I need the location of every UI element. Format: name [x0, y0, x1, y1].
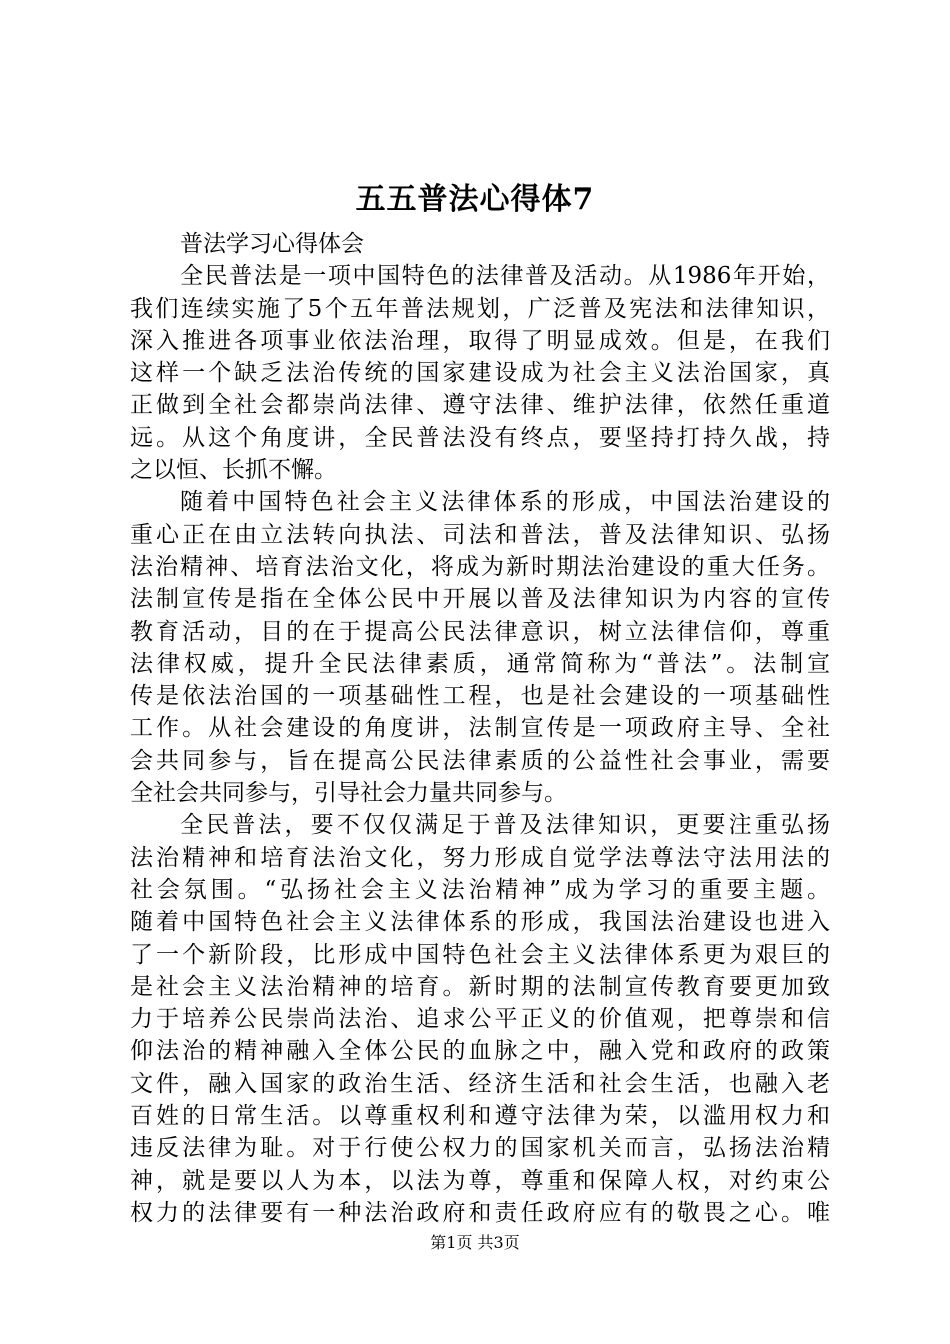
paragraph-3-line-1: 全民普法，要不仅仅满足于普及法律知识，更要注重弘扬: [180, 812, 830, 839]
paragraph-3-line-3: 社会氛围。“弘扬社会主义法治精神”成为学习的重要主题。: [130, 876, 830, 903]
page-footer: 第1页 共3页: [430, 1233, 520, 1252]
paragraph-2-line-2: 重心正在由立法转向执法、司法和普法，普及法律知识、弘扬: [130, 521, 830, 548]
paragraph-1-line-3: 深入推进各项事业依法治理，取得了明显成效。但是，在我们: [130, 327, 830, 354]
paragraph-3-line-8: 仰法治的精神融入全体公民的血脉之中，融入党和政府的政策: [130, 1038, 830, 1065]
paragraph-3-line-6: 是社会主义法治精神的培育。新时期的法制宣传教育要更加致: [130, 973, 830, 1000]
paragraph-3-line-2: 法治精神和培育法治文化，努力形成自觉学法尊法守法用法的: [130, 844, 830, 871]
paragraph-3-line-4: 随着中国特色社会主义法律体系的形成，我国法治建设也进入: [130, 909, 830, 936]
paragraph-2-line-10: 全社会共同参与，引导社会力量共同参与。: [130, 780, 567, 807]
paragraph-2-line-1: 随着中国特色社会主义法律体系的形成，中国法治建设的: [180, 489, 830, 516]
paragraph-3-line-5: 了一个新阶段，比形成中国特色社会主义法律体系更为艰巨的: [130, 941, 830, 968]
paragraph-3-line-10: 百姓的日常生活。以尊重权利和遵守法律为荣，以滥用权力和: [130, 1103, 830, 1130]
paragraph-3-line-13: 权力的法律要有一种法治政府和责任政府应有的敬畏之心。唯: [130, 1199, 830, 1226]
paragraph-1-line-1: 全民普法是一项中国特色的法律普及活动。从1986年开始，: [180, 263, 830, 290]
paragraph-3-line-12: 神，就是要以人为本，以法为尊，尊重和保障人权，对约束公: [130, 1167, 830, 1194]
paragraph-3-line-11: 违反法律为耻。对于行使公权力的国家机关而言，弘扬法治精: [130, 1135, 830, 1162]
paragraph-2-line-7: 传是依法治国的一项基础性工程，也是社会建设的一项基础性: [130, 683, 830, 710]
document-subtitle: 普法学习心得体会: [180, 231, 364, 257]
paragraph-2-line-8: 工作。从社会建设的角度讲，法制宣传是一项政府主导、全社: [130, 715, 830, 742]
paragraph-2-line-6: 法律权威，提升全民法律素质，通常简称为“普法”。法制宣: [130, 650, 830, 677]
paragraph-2-line-9: 会共同参与，旨在提高公民法律素质的公益性社会事业，需要: [130, 747, 830, 774]
paragraph-3-line-7: 力于培养公民崇尚法治、追求公平正义的价值观，把尊崇和信: [130, 1006, 830, 1033]
paragraph-1-line-4: 这样一个缺乏法治传统的国家建设成为社会主义法治国家，真: [130, 360, 830, 387]
paragraph-3-line-9: 文件，融入国家的政治生活、经济生活和社会生活，也融入老: [130, 1070, 830, 1097]
paragraph-1-line-7: 之以恒、长抓不懈。: [130, 457, 337, 484]
paragraph-1-line-5: 正做到全社会都崇尚法律、遵守法律、维护法律，依然任重道: [130, 392, 830, 419]
paragraph-1-line-2: 我们连续实施了5个五年普法规划，广泛普及宪法和法律知识，: [130, 295, 830, 322]
paragraph-2-line-3: 法治精神、培育法治文化，将成为新时期法治建设的重大任务。: [130, 553, 830, 580]
document-body: [130, 228, 830, 1229]
paragraph-2-line-4: 法制宣传是指在全体公民中开展以普及法律知识为内容的宣传: [130, 586, 830, 613]
document-title: 五五普法心得体7: [355, 182, 595, 217]
paragraph-1-line-6: 远。从这个角度讲，全民普法没有终点，要坚持打持久战，持: [130, 424, 830, 451]
paragraph-2-line-5: 教育活动，目的在于提高公民法律意识，树立法律信仰，尊重: [130, 618, 830, 645]
